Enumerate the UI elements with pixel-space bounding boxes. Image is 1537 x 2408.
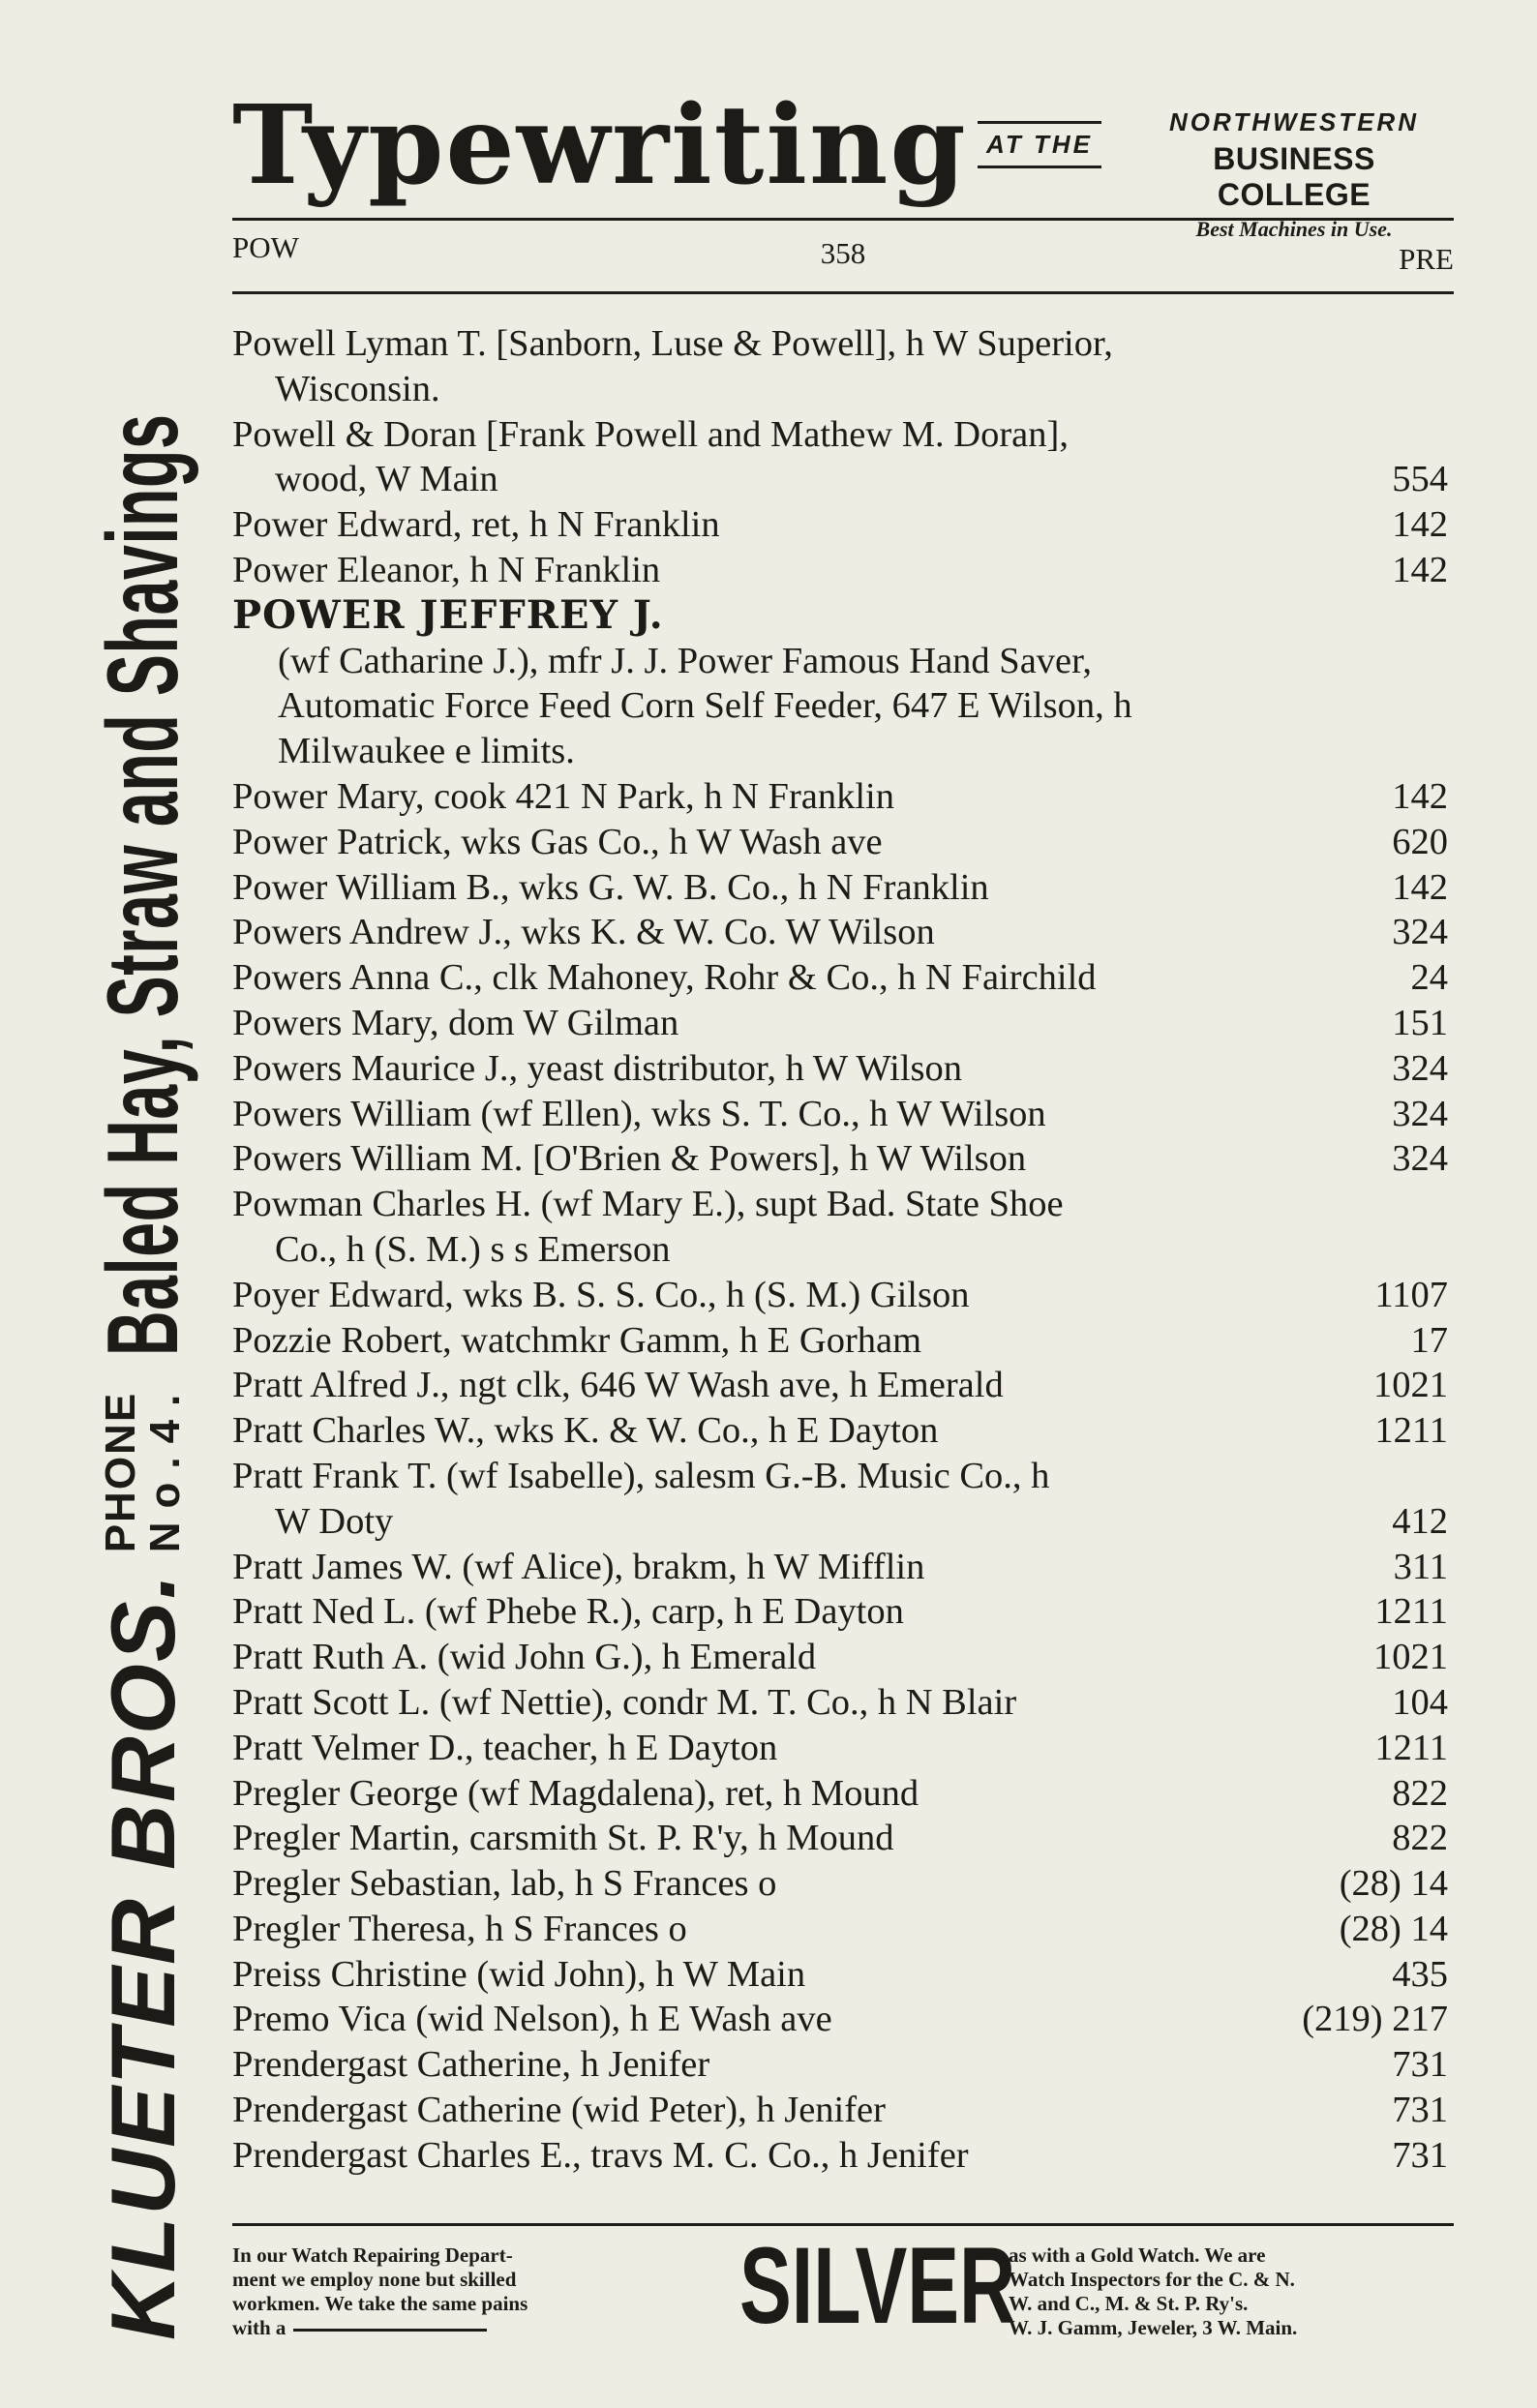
list-item [232,321,1454,412]
ad-left-line: In our Watch Repairing Depart- [232,2243,513,2267]
entry-number: 151 [1392,1002,1448,1043]
entry-name: Powers William M. [O'Brien & Powers], h W Wilson [232,1138,1027,1180]
entry-name: Power Edward, ret, h N Franklin [232,504,720,546]
banner-headline: Typewriting [232,82,968,209]
entry-name: Powell & Doran [Frank Powell and Mathew M. Doran], [232,413,1069,455]
list-item [232,1680,1454,1726]
entry-name: Pregler Martin, carsmith St. P. R'y, h Mound [232,1818,894,1859]
list-item [232,820,1454,865]
entry-number: 412 [1392,1500,1448,1542]
list-item [232,955,1454,1001]
entry-number: 554 [1392,459,1448,500]
entry-number: 142 [1392,775,1448,817]
side-ad-goods: Baled Hay, Straw and Shavings [86,413,199,1356]
side-ad-phone [96,1380,189,1553]
side-ad-phone-label: PHONE [96,1391,144,1553]
ad-headline: SILVER [739,2225,1016,2346]
banner-college-line2: BUSINESS COLLEGE [1213,141,1375,212]
running-head-right: PRE [1399,242,1454,276]
banner-college [1134,107,1454,242]
entry-name: Prendergast Charles E., travs M. C. Co., h Jenifer [232,2134,969,2176]
list-item [232,1363,1454,1408]
directory-listing [232,321,1454,2179]
entry-name: Powers Anna C., clk Mahoney, Rohr & Co., h N Fairchild [232,957,1097,999]
list-item [232,1726,1454,1771]
entry-name: Premo Vica (wid Nelson), h E Wash ave [232,1999,832,2040]
header-rule-bottom [232,291,1454,294]
list-item [232,2042,1454,2088]
entry-name: Pratt Velmer D., teacher, h E Dayton [232,1727,778,1768]
entry-number: 1211 [1374,1591,1448,1633]
featured-entry [232,593,1454,774]
entry-name: Poyer Edward, wks B. S. S. Co., h (S. M.) Gilson [232,1274,970,1315]
entry-number: 731 [1392,2134,1448,2176]
list-item [232,865,1454,911]
ad-left-line: workmen. We take the same pains [232,2292,528,2315]
ad-right-line: as with a Gold Watch. We are [1009,2243,1266,2267]
entry-continuation: Co., h (S. M.) s s Emerson [275,1228,671,1270]
entry-number: 104 [1392,1681,1448,1723]
list-item [232,412,1454,503]
featured-entry-line: Milwaukee e limits. [278,731,575,772]
entry-name: Pratt Ned L. (wf Phebe R.), carp, h E Dayton [232,1591,904,1633]
entry-name: Pratt Charles W., wks K. & W. Co., h E Dayton [232,1410,939,1452]
entry-number: 822 [1392,1772,1448,1814]
entry-number: 142 [1392,504,1448,546]
entry-number: 1211 [1374,1727,1448,1768]
banner-college-line3: Best Machines in Use. [1195,217,1393,241]
entry-number: (28) 14 [1339,1908,1448,1949]
ad-right-text [1009,2243,1454,2340]
list-item [232,1816,1454,1861]
entry-number: 822 [1392,1818,1448,1859]
entry-name: Pratt Frank T. (wf Isabelle), salesm G.-B. Music Co., h [232,1455,1050,1496]
ad-left-text [232,2243,673,2340]
entry-name: Prendergast Catherine, h Jenifer [232,2044,710,2086]
ad-left-line: ment we employ none but skilled [232,2268,517,2291]
list-item [232,910,1454,955]
header-rule-top [232,218,1454,221]
list-item [232,1635,1454,1680]
list-item [232,1454,1454,1545]
list-item [232,1046,1454,1092]
list-item [232,1136,1454,1182]
entry-number: 311 [1393,1546,1448,1587]
list-item [232,1545,1454,1590]
banner-college-line1: NORTHWESTERN [1169,107,1419,136]
entry-continuation: W Doty [275,1500,394,1542]
header-banner [232,82,1454,241]
entry-number: 620 [1392,821,1448,862]
entry-number: 1021 [1373,1365,1448,1406]
entry-number: 435 [1392,1953,1448,1995]
entry-number: 1107 [1374,1274,1448,1315]
entry-name: Pratt Alfred J., ngt clk, 646 W Wash ave, h Emerald [232,1365,1004,1406]
featured-entry-head: POWER JEFFREY J. [232,591,664,638]
list-item [232,1997,1454,2042]
entry-name: Pregler Sebastian, lab, h S Frances o [232,1863,777,1905]
entry-name: Power Eleanor, h N Franklin [232,549,661,590]
ad-right-line: Watch Inspectors for the C. & N. [1009,2268,1295,2291]
featured-entry-line: Automatic Force Feed Corn Self Feeder, 647 E Wilson, h [278,685,1132,727]
list-item [232,548,1454,593]
entry-number: 324 [1392,1093,1448,1134]
entry-name: Powers Andrew J., wks K. & W. Co. W Wilson [232,912,935,953]
entry-number: 1021 [1373,1637,1448,1678]
entry-number: 1211 [1374,1410,1448,1452]
banner-at-the: AT THE [978,121,1101,168]
list-item [232,2133,1454,2179]
entry-number: 142 [1392,866,1448,908]
list-item [232,774,1454,820]
entry-name: Powers Mary, dom W Gilman [232,1002,679,1043]
ad-left-line-last [232,2316,673,2340]
featured-entry-line: (wf Catharine J.), mfr J. J. Power Famous Hand Saver, [278,640,1093,681]
entry-number: 142 [1392,549,1448,590]
list-item [232,1907,1454,1952]
running-head-left: POW [232,230,299,264]
running-head [232,230,1454,279]
entry-name: Pregler Theresa, h S Frances o [232,1908,687,1949]
entry-name: Powell Lyman T. [Sanborn, Luse & Powell], h W Superior, [232,323,1113,364]
list-item [232,1861,1454,1907]
list-item [232,1092,1454,1137]
entry-name: Pratt James W. (wf Alice), brakm, h W Mifflin [232,1546,925,1587]
entry-number: (219) 217 [1302,1999,1448,2040]
list-item [232,1273,1454,1318]
list-item [232,1408,1454,1454]
entry-number: 324 [1392,1138,1448,1180]
entry-number: 731 [1392,2090,1448,2131]
page-number: 358 [820,236,866,270]
list-item [232,1952,1454,1998]
entry-name: Power Patrick, wks Gas Co., h W Wash ave [232,821,883,862]
list-item [232,2088,1454,2133]
list-item [232,502,1454,548]
entry-name: Power Mary, cook 421 N Park, h N Franklin [232,775,894,817]
entry-number: 324 [1392,1047,1448,1089]
entry-number: 731 [1392,2044,1448,2086]
entry-name: Preiss Christine (wid John), h W Main [232,1953,806,1995]
entry-name: Powman Charles H. (wf Mary E.), supt Bad. State Shoe [232,1184,1064,1225]
list-item [232,1182,1454,1273]
ad-right-line: W. and C., M. & St. P. Ry's. [1009,2292,1249,2315]
list-item [232,1589,1454,1635]
ad-right-line: W. J. Gamm, Jeweler, 3 W. Main. [1009,2316,1298,2339]
entry-number: (28) 14 [1339,1863,1448,1905]
ad-left-line: with a [232,2316,286,2339]
entry-name: Pregler George (wf Magdalena), ret, h Mound [232,1772,919,1814]
entry-name: Prendergast Catherine (wid Peter), h Jenifer [232,2090,886,2131]
entry-name: Pratt Ruth A. (wid John G.), h Emerald [232,1637,817,1678]
side-ad-phone-number: No.4. [141,1380,189,1553]
list-item [232,1001,1454,1046]
list-item [232,1318,1454,1364]
ad-underline [293,2329,487,2332]
side-ad-company: KLUETER BROS. [92,1572,194,2340]
entry-number: 24 [1410,957,1448,999]
entry-name: Powers Maurice J., yeast distributor, h W Wilson [232,1047,963,1089]
entry-name: Pratt Scott L. (wf Nettie), condr M. T. Co., h N Blair [232,1681,1017,1723]
entry-number: 17 [1410,1319,1448,1361]
list-item [232,1771,1454,1817]
entry-name: Pozzie Robert, watchmkr Gamm, h E Gorham [232,1319,922,1361]
entry-continuation: Wisconsin. [275,368,440,409]
entry-name: Power William B., wks G. W. B. Co., h N Franklin [232,866,989,908]
entry-number: 324 [1392,912,1448,953]
side-advertisement [86,85,199,2340]
entry-continuation: wood, W Main [275,459,498,500]
entry-name: Powers William (wf Ellen), wks S. T. Co., h W Wilson [232,1093,1046,1134]
bottom-advertisement [232,2225,1454,2346]
